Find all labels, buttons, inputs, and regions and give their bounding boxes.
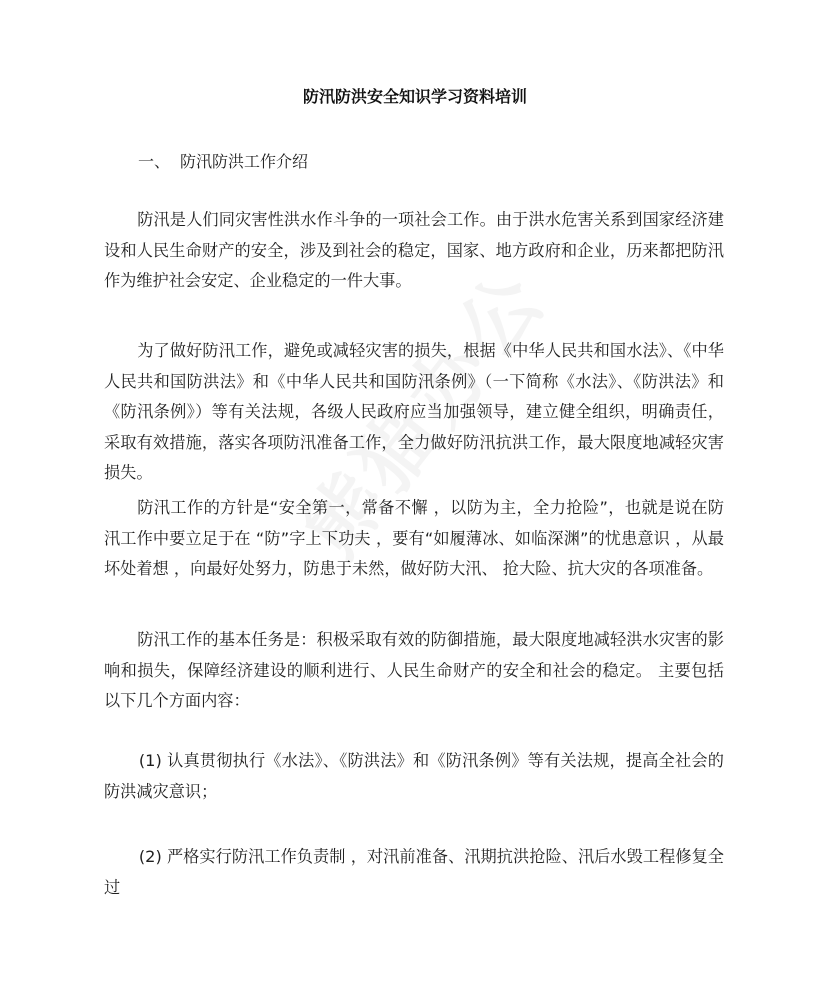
paragraph-legal-basis: 为了做好防汛工作，避免或减轻灾害的损失，根据《中华人民共和国水法》、《中华人民共和国防洪法》和《中华人民共和国防汛条例》（一下简称《水法》、《防洪法》和《防汛条例》）等有关法规，各级人民政府应当加强领导，建立健全组织，明确责任，采取有效措施，落实各项防汛准备工作，全力做好防汛抗洪工作，最大限度地减轻灾害损失。 bbox=[104, 341, 724, 482]
list-item: (1) 认真贯彻执行《水法》、《防洪法》和《防汛条例》等有关法规，提高全社会的防洪减灾意识； bbox=[104, 751, 724, 801]
section-heading-text: 防汛防洪工作介绍 bbox=[180, 152, 309, 171]
section-heading bbox=[138, 151, 308, 173]
document-title: 防汛防洪安全知识学习资料培训 bbox=[302, 87, 527, 106]
section-number: 一、 bbox=[138, 152, 171, 171]
paragraph-intro: 防汛是人们同灾害性洪水作斗争的一项社会工作。由于洪水危害关系到国家经济建设和人民生命财产的安全，涉及到社会的稳定，国家、地方政府和企业，历来都把防汛作为维护社会安定、企业稳定的一件大事。 bbox=[104, 210, 724, 290]
list-item: (2) 严格实行防汛工作负责制 ，对汛前准备、汛期抗洪抢险、汛后水毁工程修复全过 bbox=[104, 847, 724, 897]
paragraph-basic-tasks: 防汛工作的基本任务是：积极采取有效的防御措施，最大限度地减轻洪水灾害的影响和损失，保障经济建设的顺利进行、人民生命财产的安全和社会的稳定。 主要包括以下几个方面内容： bbox=[104, 630, 724, 710]
paragraph-policy: 防汛工作的方针是“安全第一，常备不懈 ，以防为主，全力抢险”，也就是说在防汛工作中要立足于在 “防”字上下功夫 ，要有“如履薄冰、如临深渊”的忧患意识 ，从最坏处着想 ，向最好处努力，防患于未然，做好防大汛、 抢大险、抗大灾的各项准备。 bbox=[104, 498, 724, 578]
